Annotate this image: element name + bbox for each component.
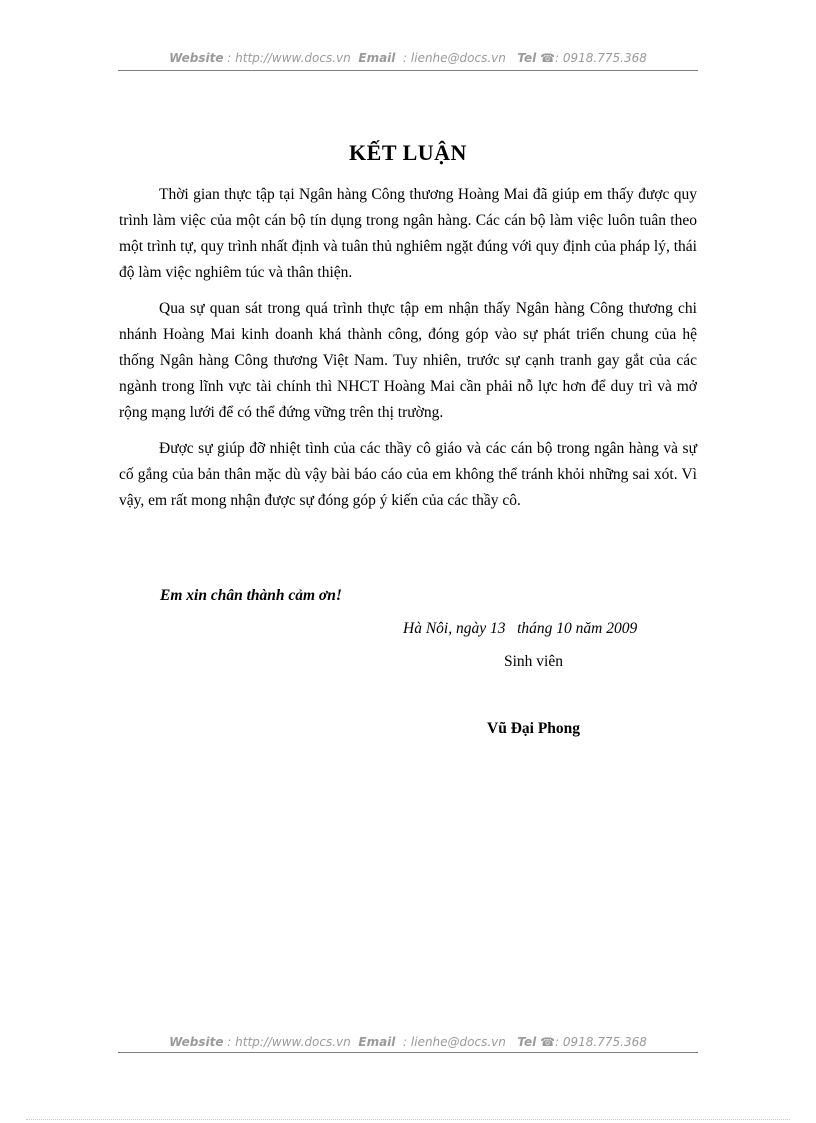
signature-name: Vũ Đại Phong <box>487 720 581 737</box>
footer-email-value: : lienhe@docs.vn <box>403 1035 506 1049</box>
footer-divider <box>118 1052 698 1053</box>
phone-icon: ☎ <box>540 1035 556 1049</box>
footer-tel-value: : 0918.775.368 <box>555 1035 647 1049</box>
header-divider <box>118 70 698 71</box>
header-website-value: : http://www.docs.vn <box>227 51 351 65</box>
paragraph: Được sự giúp đỡ nhiệt tình của các thầy cô giáo và các cán bộ trong ngân hàng và sự cố gắng của bản thân mặc dù vậy bài báo cáo của em không thể tránh khỏi những sai xót. Vì vậy, em rất mong nhận được sự đóng góp ý kiến của các thầy cô. <box>119 440 697 509</box>
footer-website-label: Website <box>169 1035 224 1049</box>
signature-role: Sinh viên <box>504 653 563 670</box>
header-website-label: Website <box>169 51 224 65</box>
signature-date: Hà Nôi, ngày 13 tháng 10 năm 2009 <box>403 620 638 637</box>
paragraph: Qua sự quan sát trong quá trình thực tập em nhận thấy Ngân hàng Công thương chi nhánh Hoàng Mai kinh doanh khá thành công, đóng góp vào sự phát triển chung của hệ thống Ngân hàng Công thương Việt Nam. Tuy nhiên, trước sự cạnh tranh gay gắt của các ngành trong lĩnh vực tài chính thì NHCT Hoàng Mai cần phải nỗ lực hơn để duy trì và mở rộng mạng lưới để có thể đứng vững trên thị trường. <box>119 300 697 421</box>
footer-tel-label: Tel <box>517 1035 537 1049</box>
body-text <box>119 182 697 524</box>
header-email-label: Email <box>358 51 396 65</box>
page-header <box>118 51 698 65</box>
footer-email-label: Email <box>358 1035 396 1049</box>
page-title: KẾT LUẬN <box>349 140 467 165</box>
header-tel-value: : 0918.775.368 <box>555 51 647 65</box>
footer-website-value: : http://www.docs.vn <box>227 1035 351 1049</box>
page-footer <box>118 1035 698 1049</box>
header-tel-label: Tel <box>517 51 537 65</box>
closing-thanks: Em xin chân thành cảm ơn! <box>160 587 342 604</box>
header-email-value: : lienhe@docs.vn <box>403 51 506 65</box>
paragraph: Thời gian thực tập tại Ngân hàng Công thương Hoàng Mai đã giúp em thấy được quy trình làm việc của một cán bộ tín dụng trong ngân hàng. Các cán bộ làm việc luôn tuân theo một trình tự, quy trình nhất định và tuân thủ nghiêm ngặt đúng với quy định của pháp lý, thái độ làm việc nghiêm túc và thân thiện. <box>119 186 697 281</box>
page-bottom-border <box>26 1119 790 1120</box>
phone-icon: ☎ <box>540 51 556 65</box>
